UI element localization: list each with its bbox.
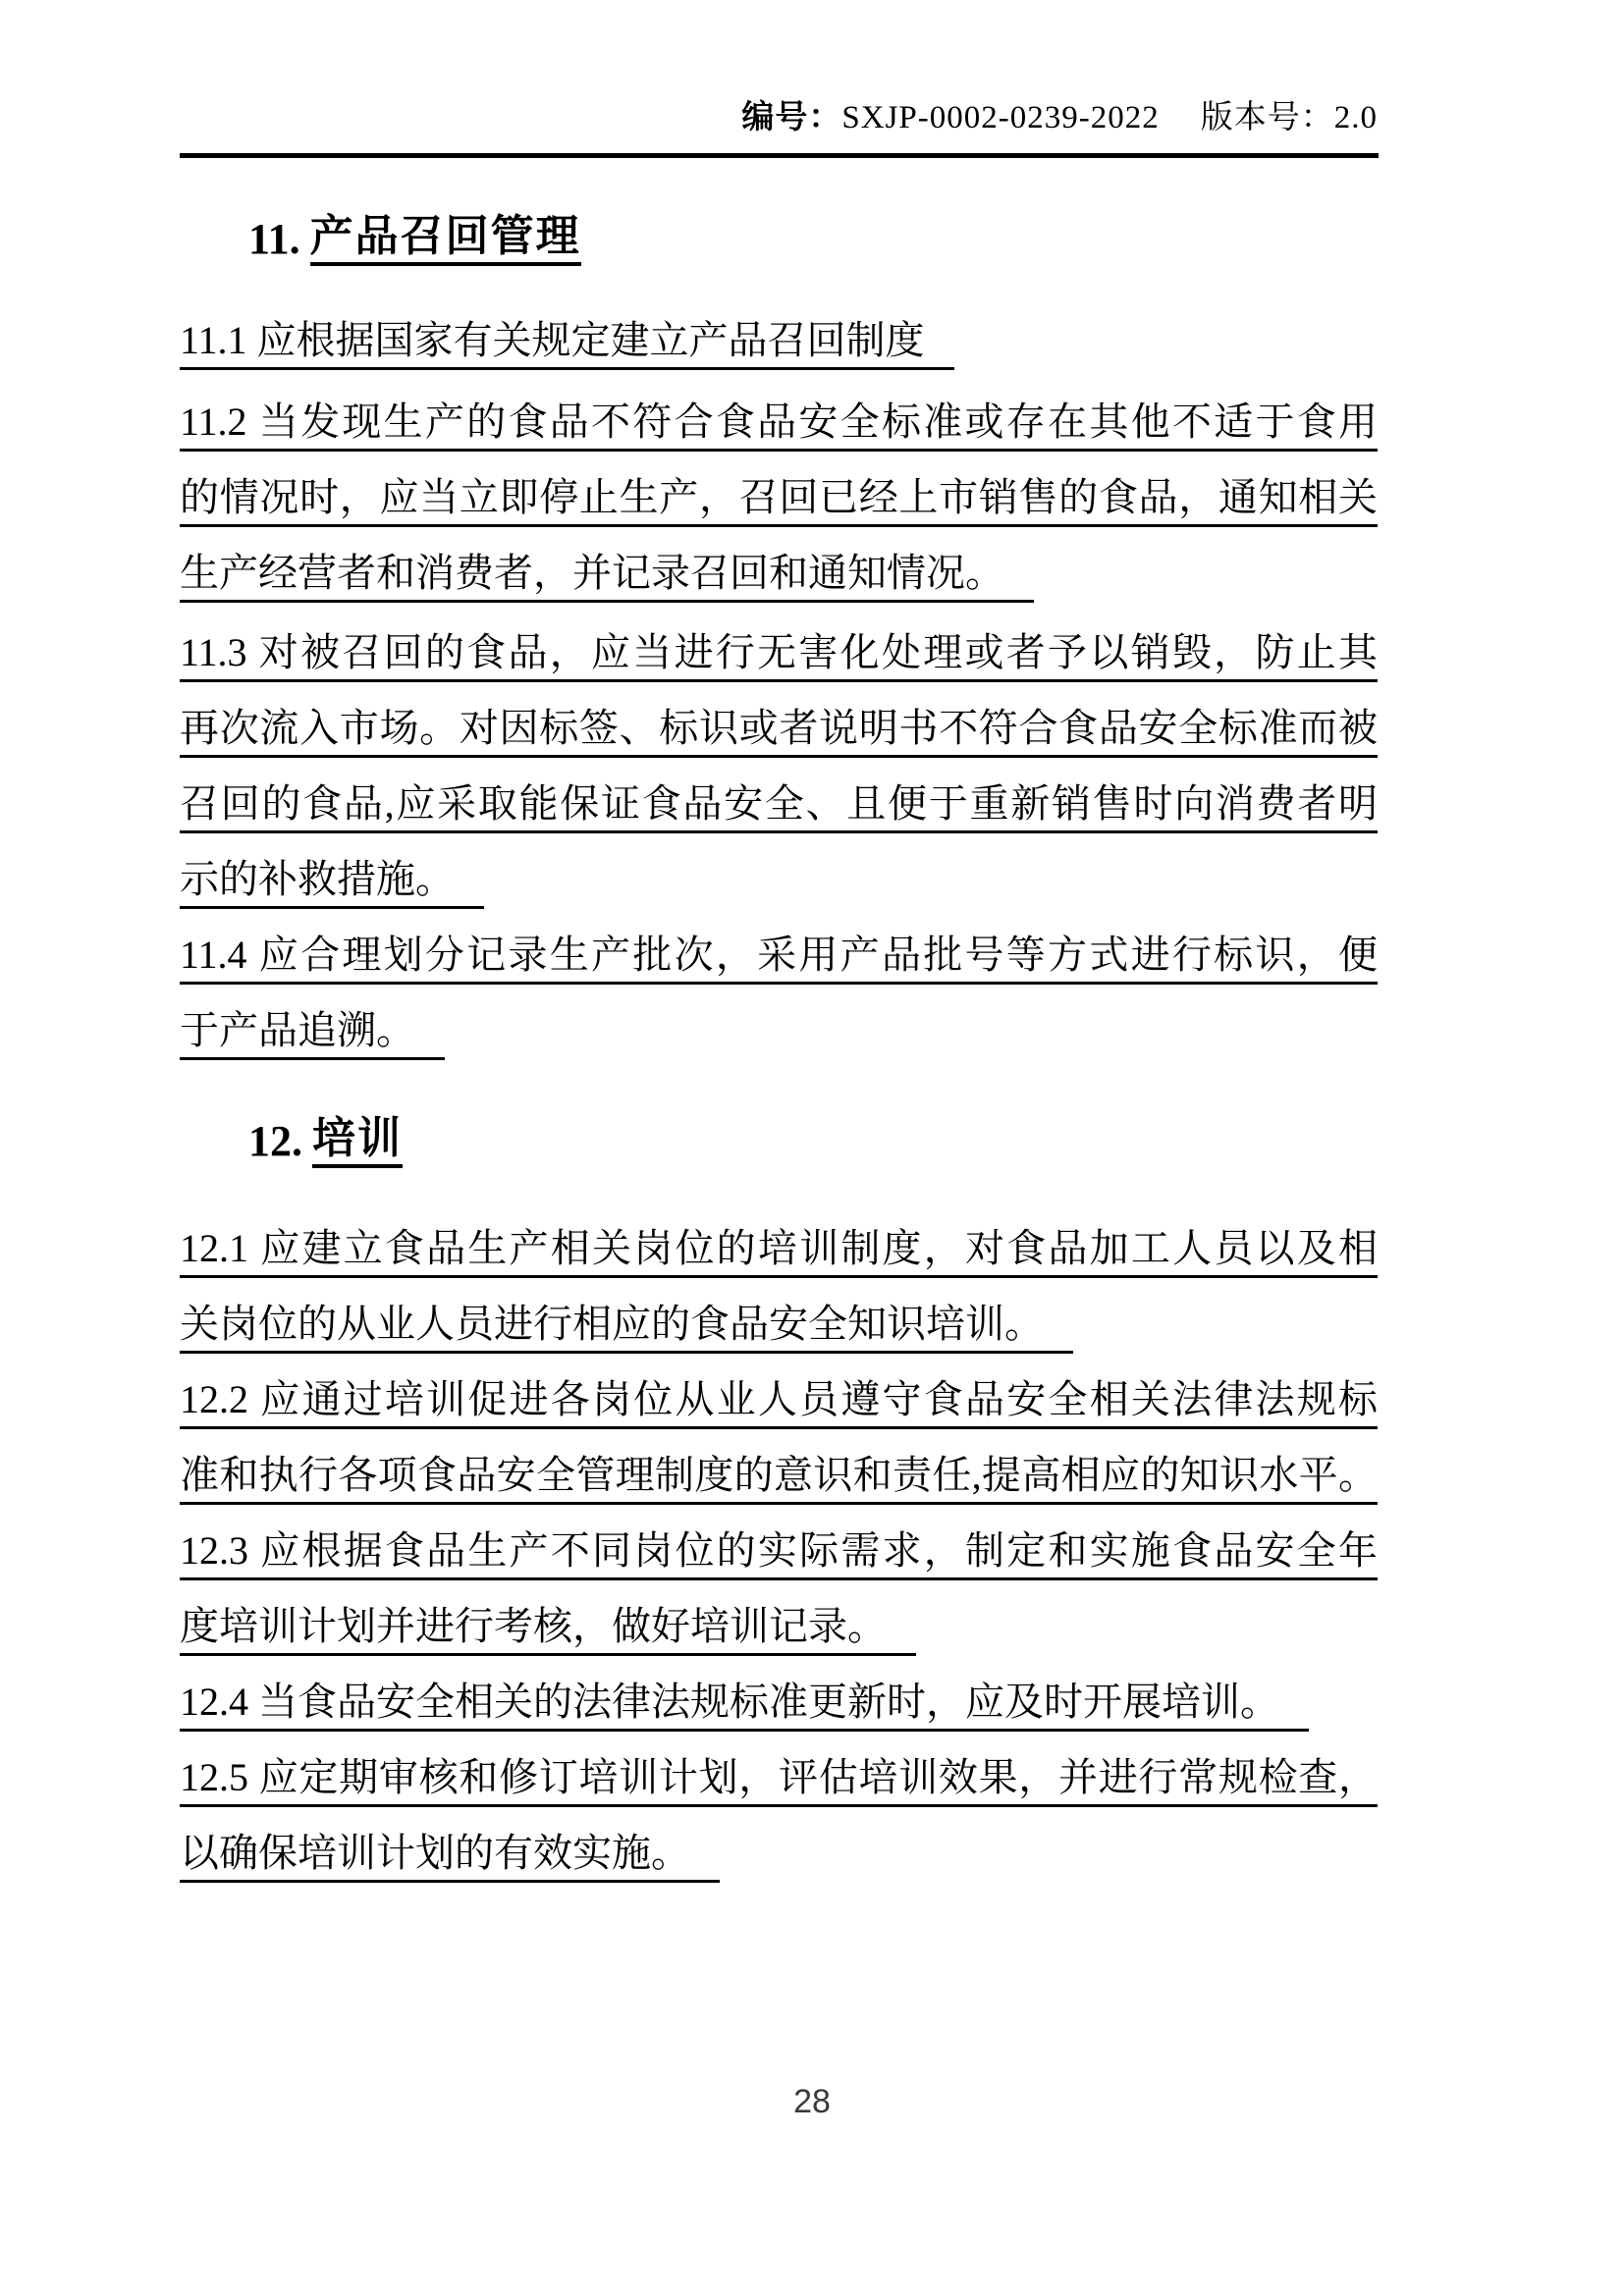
body-line [180,1278,1378,1354]
body-line [180,376,1378,452]
document-header [180,98,1378,138]
page-number: 28 [793,2083,831,2120]
body-line [180,452,1378,527]
section-12-title-text: 培训 [312,1117,403,1168]
line-text: 召回的食品,应采取能保证食品安全、且便于重新销售时向消费者明 [180,783,1378,833]
body-line [180,1429,1378,1505]
body-line [180,909,1378,985]
body-line [180,527,1378,603]
paragraph-12-5 [180,1732,1378,1883]
section-11-title [180,206,1378,266]
paragraph-12-3 [180,1505,1378,1656]
line-text: 以确保培训计划的有效实施。 [180,1833,720,1883]
doc-code-label: 编号： [741,100,842,135]
body-line [180,1580,1378,1656]
body-line [180,682,1378,758]
paragraph-11-4 [180,909,1378,1060]
line-text: 12.2 应通过培训促进各岗位从业人员遵守食品安全相关法律法规标 [180,1379,1378,1429]
doc-code-value: SXJP-0002-0239-2022 [841,100,1160,135]
section-11-number: 11. [248,215,300,263]
body-line [180,758,1378,833]
line-text: 12.3 应根据食品生产不同岗位的实际需求，制定和实施食品安全年 [180,1530,1378,1580]
line-text: 再次流入市场。对因标签、标识或者说明书不符合食品安全标准而被 [180,708,1378,758]
document-body [180,206,1378,1883]
body-line [180,1505,1378,1580]
paragraph-11-2 [180,376,1378,603]
line-text: 关岗位的从业人员进行相应的食品安全知识培训。 [180,1304,1073,1354]
line-text: 于产品追溯。 [180,1010,445,1060]
body-line [180,1656,1378,1732]
line-text: 12.5 应定期审核和修订培训计划，评估培训效果，并进行常规检查， [180,1757,1378,1807]
body-line [180,1202,1378,1278]
paragraph-11-1 [180,294,1378,370]
body-line [180,1807,1378,1883]
line-text: 示的补救措施。 [180,859,484,909]
line-text: 的情况时，应当立即停止生产，召回已经上市销售的食品，通知相关 [180,477,1378,527]
doc-version-value: 2.0 [1333,100,1378,135]
paragraph-12-2 [180,1354,1378,1505]
paragraph-12-4 [180,1656,1378,1732]
paragraph-12-1 [180,1202,1378,1354]
line-text: 12.4 当食品安全相关的法律法规标准更新时，应及时开展培训。 [180,1682,1309,1732]
body-line [180,985,1378,1060]
header-rule [180,153,1379,158]
line-text: 11.3 对被召回的食品，应当进行无害化处理或者予以销毁，防止其 [180,632,1378,682]
line-text: 12.1 应建立食品生产相关岗位的培训制度，对食品加工人员以及相 [180,1228,1378,1278]
body-line [180,1732,1378,1807]
line-text: 11.4 应合理划分记录生产批次，采用产品批号等方式进行标识，便 [180,934,1378,985]
line-text: 11.2 当发现生产的食品不符合食品安全标准或存在其他不适于食用 [180,401,1378,452]
section-11-title-text: 产品召回管理 [310,215,581,266]
paragraph-11-3 [180,607,1378,909]
line-text: 度培训计划并进行考核，做好培训记录。 [180,1606,916,1656]
body-line [180,1354,1378,1429]
body-line [180,833,1378,909]
line-text: 11.1 应根据国家有关规定建立产品召回制度 [180,320,954,370]
body-line [180,607,1378,682]
line-text: 生产经营者和消费者，并记录召回和通知情况。 [180,553,1034,603]
body-line [180,294,1378,370]
doc-version-label: 版本号： [1200,100,1334,135]
section-12-title [180,1109,1378,1168]
section-12-number: 12. [248,1117,302,1165]
line-text: 准和执行各项食品安全管理制度的意识和责任,提高相应的知识水平。 [180,1455,1378,1505]
